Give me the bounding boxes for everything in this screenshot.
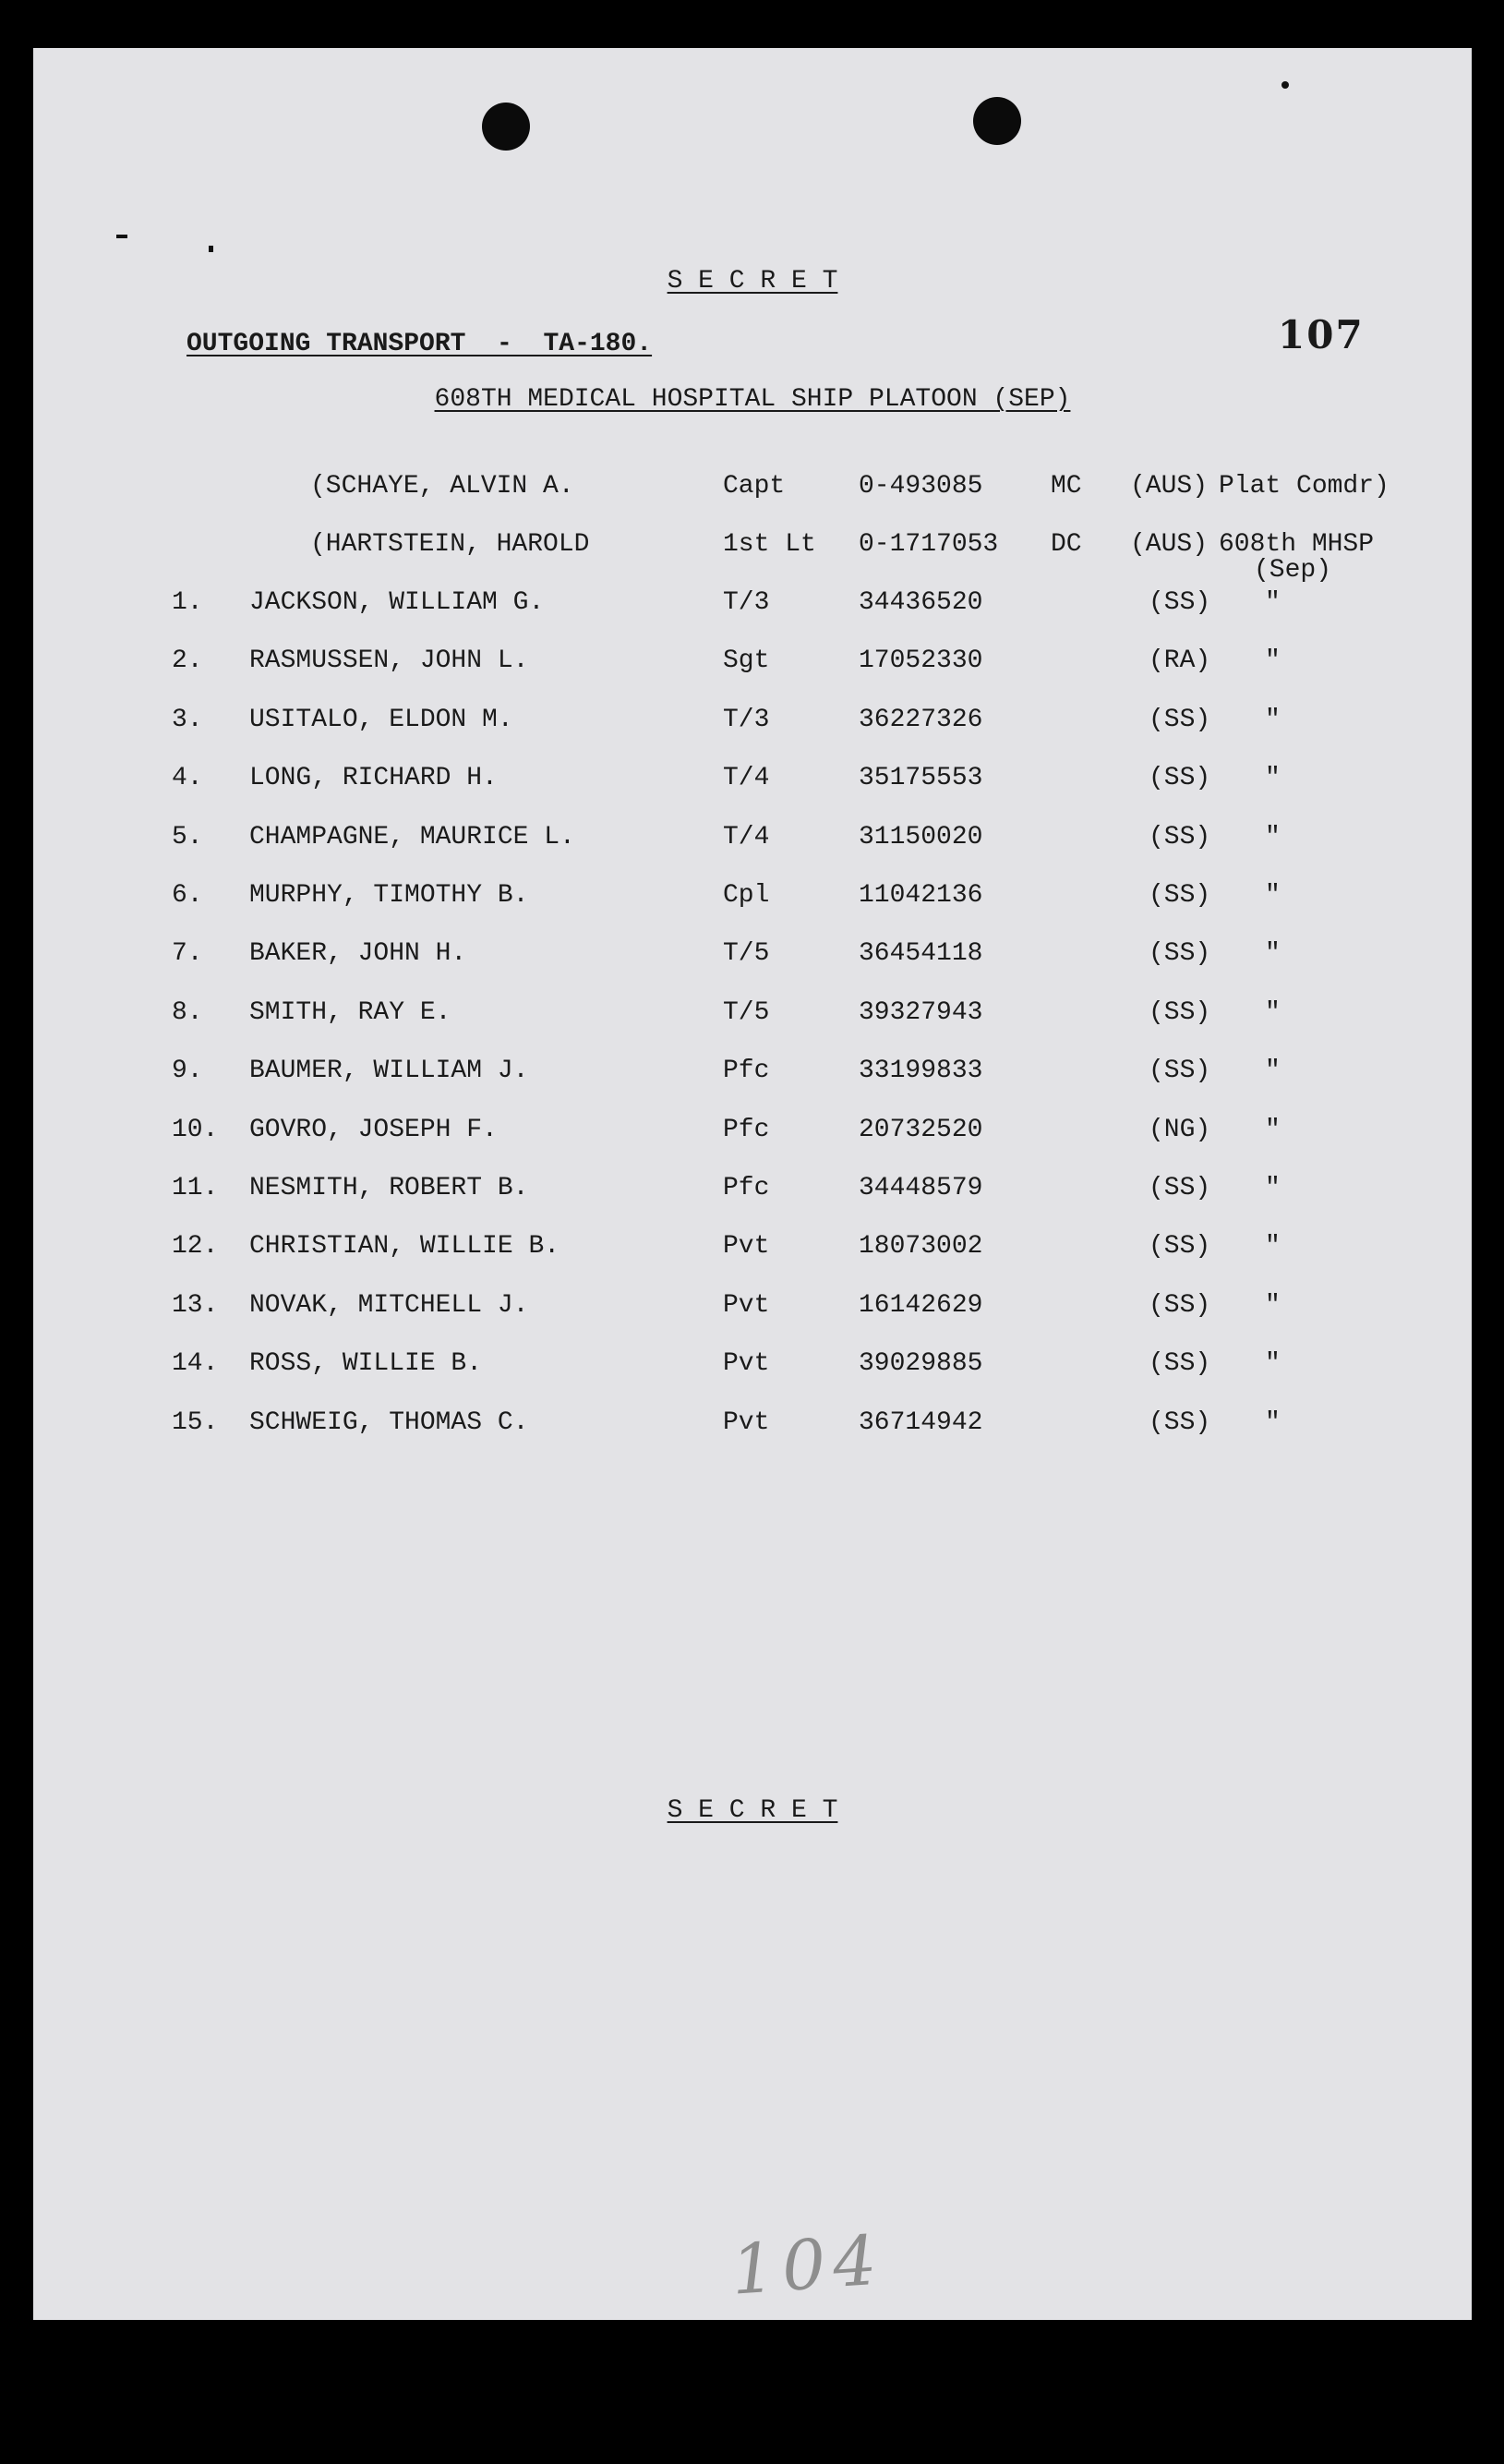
officer-rank: Capt	[723, 472, 786, 501]
table-row	[33, 1173, 1472, 1210]
serial-number: 11042136	[859, 881, 983, 910]
soldier-rank: Pfc	[723, 1115, 770, 1144]
row-number: 3.	[172, 705, 203, 734]
officer-name: (HARTSTEIN, HAROLD	[310, 530, 590, 559]
table-row	[33, 646, 1472, 682]
row-number: 10.	[172, 1115, 219, 1144]
ditto-mark: "	[1265, 822, 1281, 852]
soldier-name: CHRISTIAN, WILLIE B.	[249, 1232, 560, 1262]
soldier-rank: T/5	[723, 997, 770, 1027]
speck	[1281, 81, 1289, 89]
punch-hole-left	[482, 103, 530, 151]
row-number: 15.	[172, 1407, 219, 1437]
officer-remark: Plat Comdr)	[1219, 472, 1390, 501]
component: (SS)	[1149, 1232, 1211, 1262]
component: (SS)	[1149, 1057, 1211, 1086]
soldier-name: USITALO, ELDON M.	[249, 705, 513, 734]
officer-remark-continued: (Sep)	[1254, 556, 1332, 585]
table-row	[33, 1056, 1472, 1093]
row-number: 4.	[172, 764, 203, 793]
component: (SS)	[1149, 1349, 1211, 1379]
component: (SS)	[1149, 939, 1211, 969]
row-number: 8.	[172, 997, 203, 1027]
serial-number: 36714942	[859, 1407, 983, 1437]
table-row	[33, 763, 1472, 800]
transport-title: OUTGOING TRANSPORT - TA-180.	[186, 330, 653, 358]
table-row	[33, 1290, 1472, 1327]
row-number: 6.	[172, 881, 203, 910]
table-row	[33, 1115, 1472, 1152]
soldier-name: ROSS, WILLIE B.	[249, 1349, 483, 1379]
officer-remark: 608th MHSP	[1219, 530, 1375, 559]
soldier-name: BAKER, JOHN H.	[249, 939, 467, 969]
serial-number: 18073002	[859, 1232, 983, 1262]
soldier-name: LONG, RICHARD H.	[249, 764, 498, 793]
officer-row	[33, 529, 1472, 585]
ditto-mark: "	[1265, 1232, 1281, 1262]
soldier-name: NOVAK, MITCHELL J.	[249, 1290, 529, 1320]
serial-number: 34448579	[859, 1174, 983, 1202]
punch-hole-right	[973, 97, 1021, 145]
ditto-mark: "	[1265, 588, 1281, 617]
component: (NG)	[1149, 1115, 1211, 1144]
serial-number: 34436520	[859, 588, 983, 617]
table-row	[33, 587, 1472, 624]
ditto-mark: "	[1265, 1349, 1281, 1379]
component: (SS)	[1149, 997, 1211, 1027]
row-number: 7.	[172, 939, 203, 969]
table-row	[33, 822, 1472, 859]
row-number: 14.	[172, 1349, 219, 1379]
serial-number: 33199833	[859, 1057, 983, 1086]
soldier-name: BAUMER, WILLIAM J.	[249, 1057, 529, 1086]
soldier-name: MURPHY, TIMOTHY B.	[249, 881, 529, 910]
speck	[209, 246, 213, 252]
component: (SS)	[1149, 1407, 1211, 1437]
officer-branch: DC	[1051, 530, 1082, 559]
table-row	[33, 705, 1472, 742]
component: (SS)	[1149, 1290, 1211, 1320]
speck	[116, 235, 127, 238]
row-number: 5.	[172, 822, 203, 852]
component: (SS)	[1149, 588, 1211, 617]
officer-serial: 0-1717053	[859, 530, 999, 559]
officer-name: (SCHAYE, ALVIN A.	[310, 472, 574, 501]
officer-serial: 0-493085	[859, 472, 983, 501]
table-row	[33, 880, 1472, 917]
soldier-rank: Pfc	[723, 1174, 770, 1202]
soldier-rank: Pvt	[723, 1349, 770, 1379]
soldier-name: SCHWEIG, THOMAS C.	[249, 1407, 529, 1437]
officer-row	[33, 471, 1472, 508]
row-number: 2.	[172, 646, 203, 676]
serial-number: 31150020	[859, 822, 983, 852]
officer-component: (AUS)	[1130, 472, 1209, 501]
ditto-mark: "	[1265, 646, 1281, 676]
soldier-rank: Pfc	[723, 1057, 770, 1086]
row-number: 11.	[172, 1174, 219, 1202]
ditto-mark: "	[1265, 1407, 1281, 1437]
soldier-rank: Sgt	[723, 646, 770, 676]
soldier-rank: T/4	[723, 822, 770, 852]
table-row	[33, 997, 1472, 1034]
handwritten-page-number: 104	[728, 2220, 887, 2311]
soldier-name: JACKSON, WILLIAM G.	[249, 588, 545, 617]
soldier-name: GOVRO, JOSEPH F.	[249, 1115, 498, 1144]
serial-number: 39327943	[859, 997, 983, 1027]
ditto-mark: "	[1265, 1115, 1281, 1144]
unit-title: 608TH MEDICAL HOSPITAL SHIP PLATOON (SEP)	[434, 385, 1071, 414]
ditto-mark: "	[1265, 939, 1281, 969]
ditto-mark: "	[1265, 764, 1281, 793]
classification-header: S E C R E T	[667, 267, 838, 296]
component: (SS)	[1149, 822, 1211, 852]
soldier-rank: Pvt	[723, 1290, 770, 1320]
soldier-rank: Cpl	[723, 881, 770, 910]
officer-branch: MC	[1051, 472, 1082, 501]
component: (RA)	[1149, 646, 1211, 676]
ditto-mark: "	[1265, 705, 1281, 734]
soldier-rank: Pvt	[723, 1407, 770, 1437]
document-page	[33, 48, 1472, 2320]
serial-number: 16142629	[859, 1290, 983, 1320]
ditto-mark: "	[1265, 1290, 1281, 1320]
ditto-mark: "	[1265, 1174, 1281, 1202]
soldier-name: CHAMPAGNE, MAURICE L.	[249, 822, 575, 852]
component: (SS)	[1149, 1174, 1211, 1202]
ditto-mark: "	[1265, 881, 1281, 910]
ditto-mark: "	[1265, 1057, 1281, 1086]
component: (SS)	[1149, 764, 1211, 793]
component: (SS)	[1149, 881, 1211, 910]
component: (SS)	[1149, 705, 1211, 734]
row-number: 9.	[172, 1057, 203, 1086]
table-row	[33, 1231, 1472, 1268]
serial-number: 36227326	[859, 705, 983, 734]
serial-number: 39029885	[859, 1349, 983, 1379]
table-row	[33, 938, 1472, 975]
soldier-rank: T/4	[723, 764, 770, 793]
soldier-name: RASMUSSEN, JOHN L.	[249, 646, 529, 676]
row-number: 13.	[172, 1290, 219, 1320]
serial-number: 17052330	[859, 646, 983, 676]
serial-number: 36454118	[859, 939, 983, 969]
classification-footer: S E C R E T	[667, 1796, 838, 1825]
officer-rank: 1st Lt	[723, 530, 816, 559]
soldier-name: NESMITH, ROBERT B.	[249, 1174, 529, 1202]
page-stamp: 107	[1278, 312, 1365, 357]
serial-number: 20732520	[859, 1115, 983, 1144]
row-number: 1.	[172, 588, 203, 617]
soldier-rank: T/5	[723, 939, 770, 969]
table-row	[33, 1407, 1472, 1444]
table-row	[33, 1348, 1472, 1385]
soldier-rank: T/3	[723, 588, 770, 617]
row-number: 12.	[172, 1232, 219, 1262]
ditto-mark: "	[1265, 997, 1281, 1027]
soldier-name: SMITH, RAY E.	[249, 997, 451, 1027]
officer-component: (AUS)	[1130, 530, 1209, 559]
serial-number: 35175553	[859, 764, 983, 793]
soldier-rank: Pvt	[723, 1232, 770, 1262]
soldier-rank: T/3	[723, 705, 770, 734]
